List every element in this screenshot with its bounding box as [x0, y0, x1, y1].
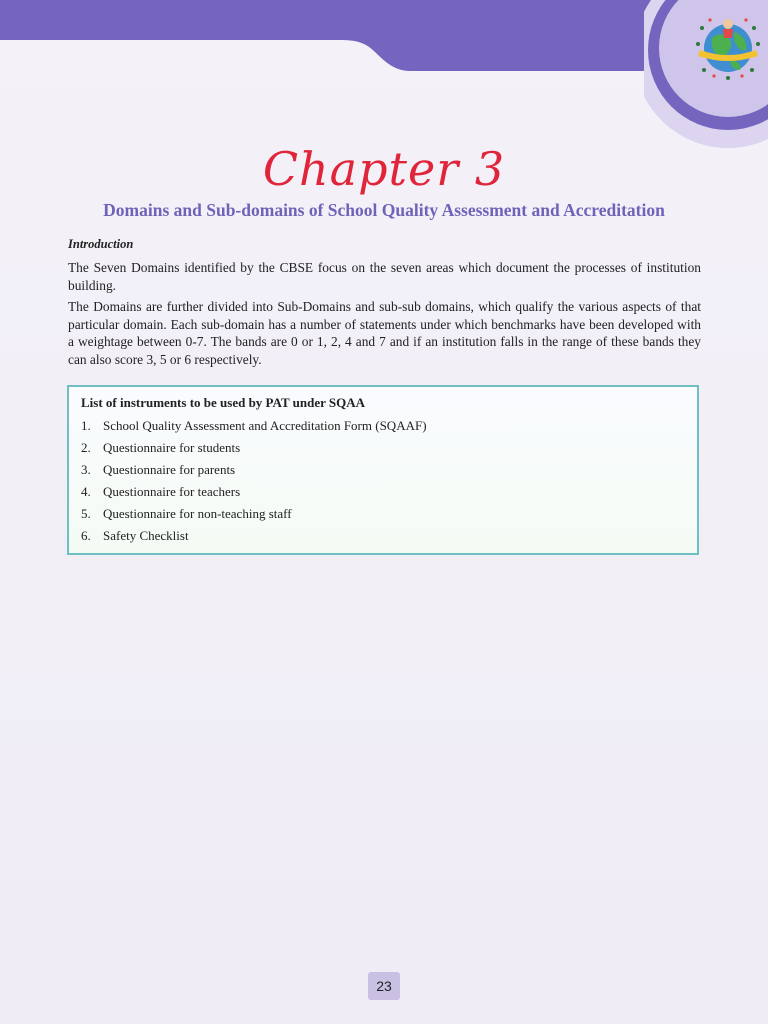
list-item — [81, 440, 240, 456]
introduction-heading: Introduction — [68, 237, 134, 251]
list-item — [81, 506, 292, 522]
instruments-heading: List of instruments to be used by PAT under SQAA — [81, 395, 365, 410]
list-item-number: 6. — [81, 528, 91, 543]
list-item-text: Questionnaire for parents — [103, 462, 236, 477]
list-item-text: Questionnaire for non-teaching staff — [103, 506, 292, 521]
list-item-number: 1. — [81, 418, 91, 433]
list-item-number: 2. — [81, 440, 91, 455]
chapter-title: Chapter 3 — [262, 142, 506, 196]
page-number: 23 — [368, 972, 400, 1000]
chapter-subtitle: Domains and Sub-domains of School Quality Assessment and Accreditation — [103, 200, 665, 220]
list-item-text: School Quality Assessment and Accreditation Form (SQAAF) — [103, 418, 427, 433]
list-item-number: 5. — [81, 506, 91, 521]
list-item — [81, 528, 189, 544]
list-item — [81, 484, 240, 500]
list-item — [81, 462, 235, 478]
intro-paragraph-1: The Seven Domains identified by the CBSE focus on the seven areas which document the processes of institution building. — [68, 260, 701, 293]
list-item-text: Questionnaire for students — [103, 440, 241, 455]
list-item-number: 4. — [81, 484, 91, 499]
list-item-text: Questionnaire for teachers — [103, 484, 241, 499]
globe-emblem-icon — [644, 0, 768, 148]
instruments-box — [67, 385, 699, 555]
list-item — [81, 418, 427, 434]
list-item-number: 3. — [81, 462, 91, 477]
list-item-text: Safety Checklist — [103, 528, 189, 543]
intro-paragraph-2: The Domains are further divided into Sub-Domains and sub-sub domains, which qualify the various aspects of that particular domain. Each sub-domain has a number of statements under which benchmarks have been developed with a weightage between 0-7. The bands are 0 or 1, 2, 4 and 7 and if an institution falls in the range of these bands they can also score 3, 5 or 6 respectively. — [68, 299, 701, 367]
